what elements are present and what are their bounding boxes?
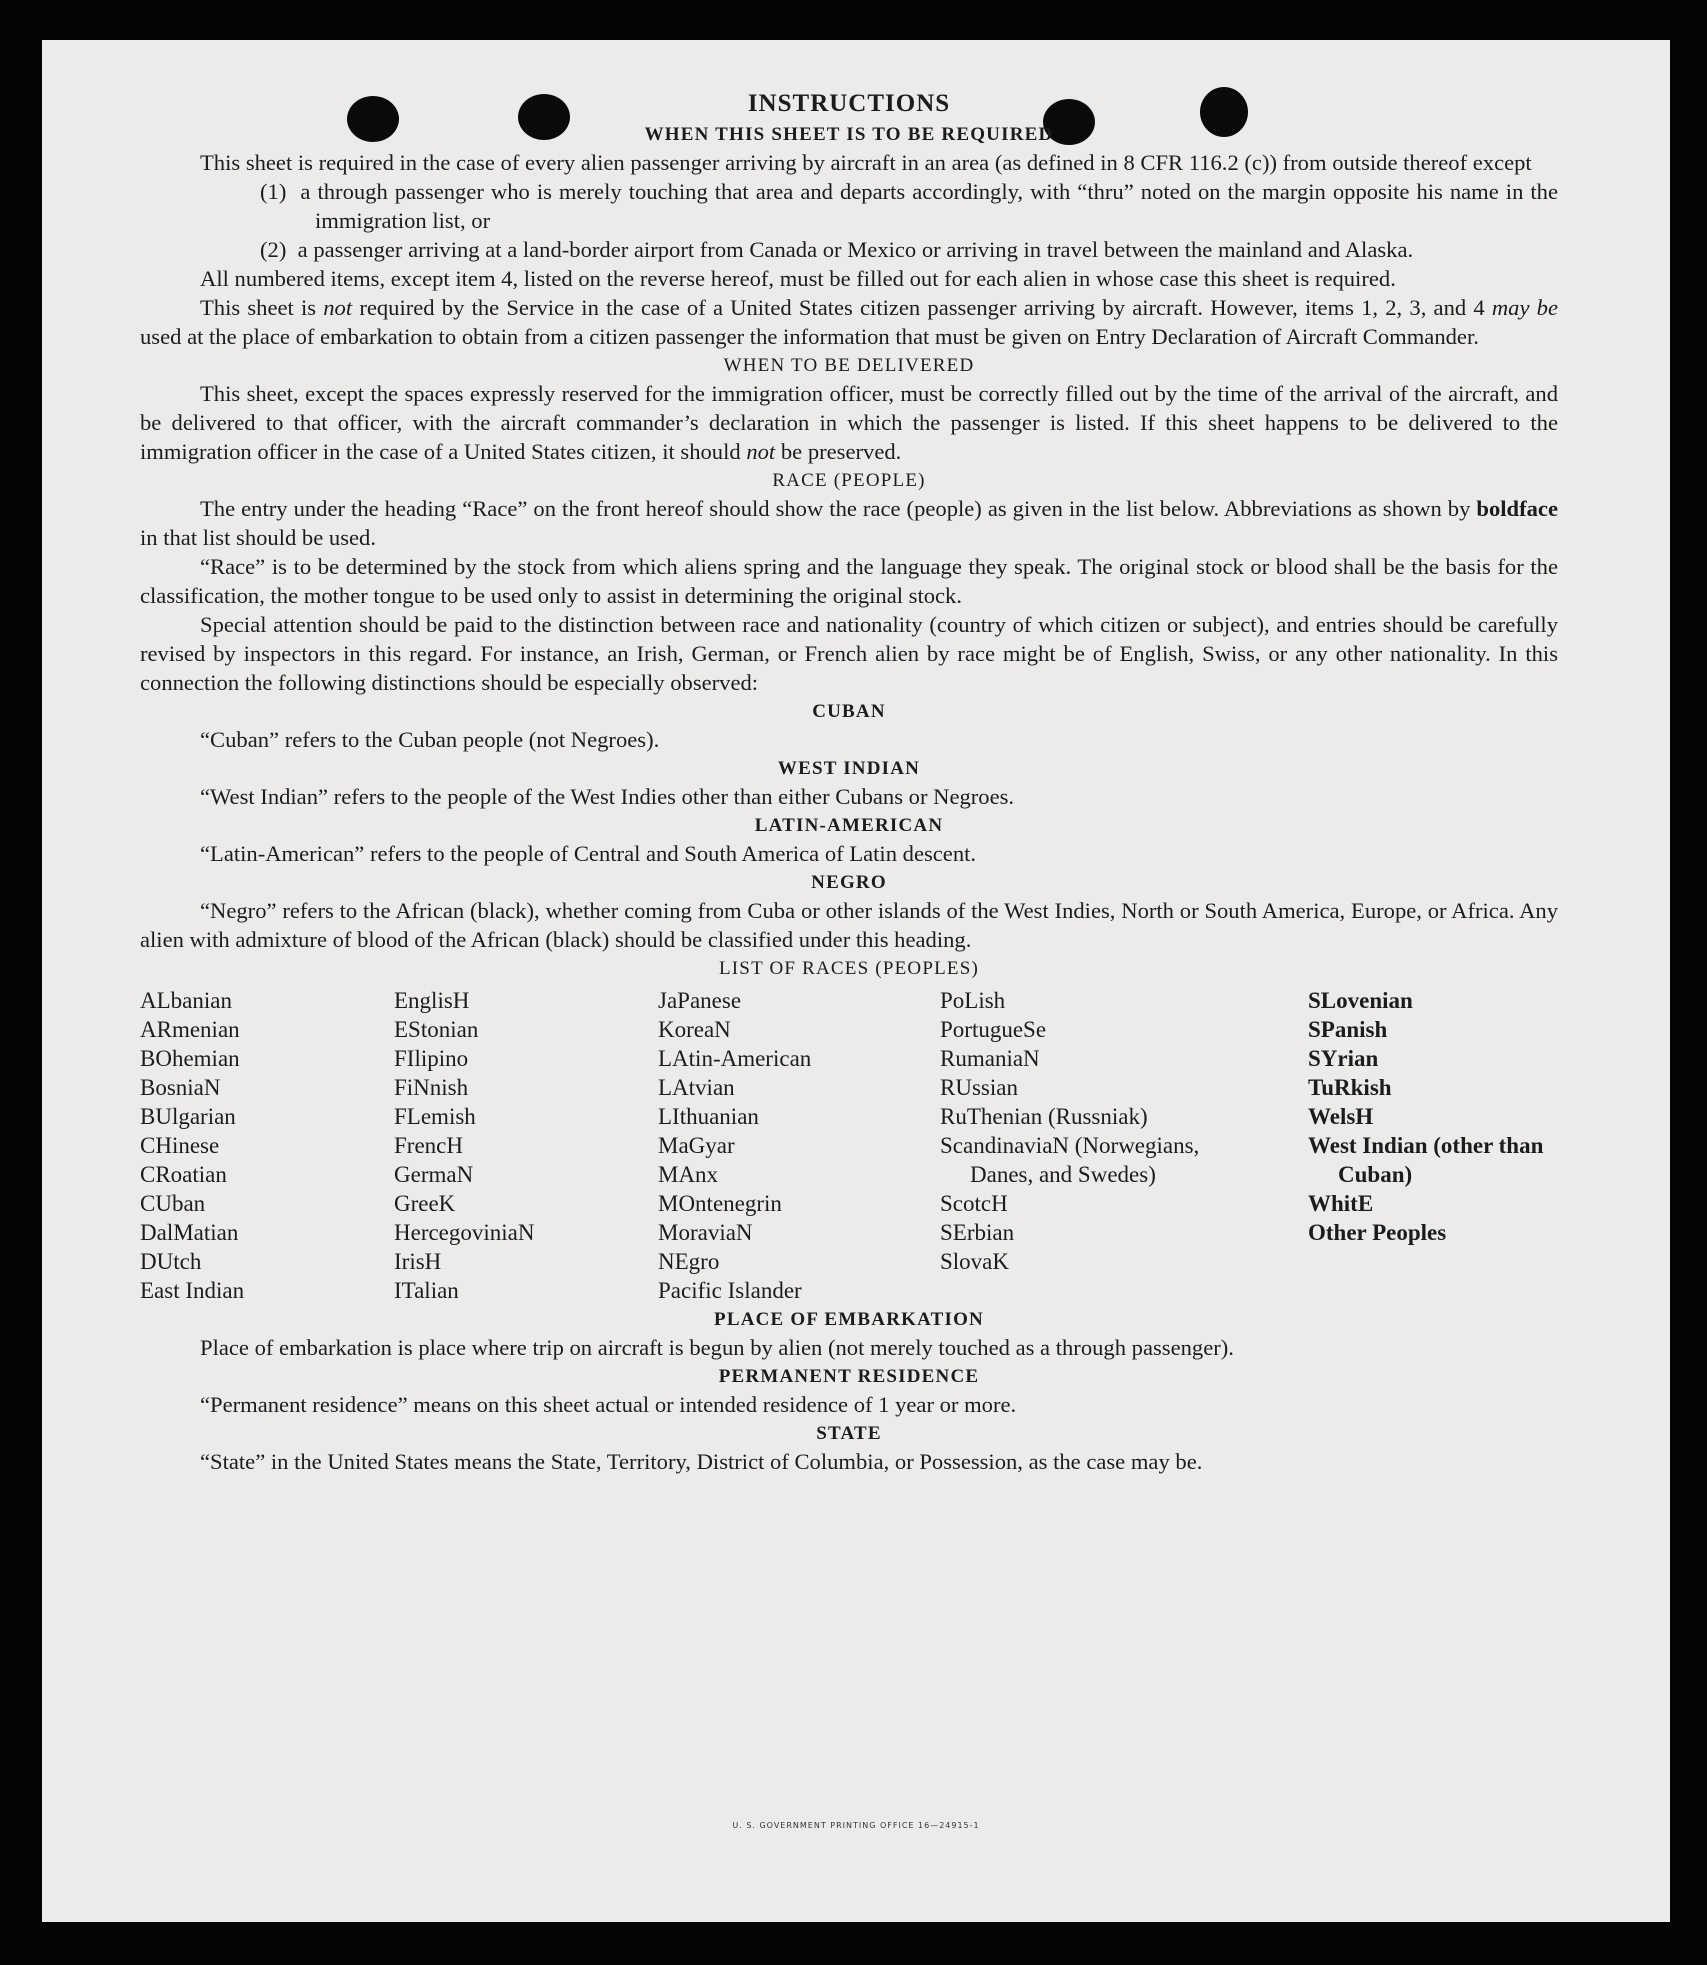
item-number: (1) — [260, 179, 287, 204]
race-item: FiNnish — [394, 1075, 469, 1100]
race-item: JaPanese — [658, 988, 742, 1013]
race-item: WhitE — [1308, 1191, 1374, 1216]
race-item: LIthuanian — [658, 1104, 759, 1129]
race-item: GermaN — [394, 1162, 474, 1187]
definition-latin-american: “Latin-American” refers to the people of Central and South America of Latin descent. — [200, 841, 977, 866]
race-item: Pacific Islander — [658, 1278, 802, 1303]
paragraph-required: This sheet is required in the case of every alien passenger arriving by aircraft in an area (as defined in 8 CFR 116.2 (c)) from outside thereof except — [200, 150, 1532, 175]
race-item: MOntenegrin — [658, 1191, 782, 1216]
race-item: SlovaK — [940, 1249, 1009, 1274]
race-item: ITalian — [394, 1278, 459, 1303]
text-run: required by the Service in the case of a United States citizen passenger arriving by aircraft. However, items 1, 2, 3, and 4 — [352, 295, 1492, 320]
heading-when-delivered: WHEN TO BE DELIVERED — [723, 355, 975, 376]
race-item: DUtch — [140, 1249, 202, 1274]
race-item: WelsH — [1308, 1104, 1374, 1129]
race-item: ARmenian — [140, 1017, 240, 1042]
paragraph-citizen — [140, 293, 1558, 351]
heading-when-required: WHEN THIS SHEET IS TO BE REQUIRED — [644, 124, 1054, 145]
text-run: This sheet is — [200, 295, 324, 320]
race-item: ScandinaviaN (Norwegians, Danes, and Swedes) — [940, 1133, 1200, 1187]
race-item: KoreaN — [658, 1017, 731, 1042]
definition-embarkation: Place of embarkation is place where trip on aircraft is begun by alien (not merely touched as a through passenger). — [200, 1335, 1234, 1360]
race-item: FLemish — [394, 1104, 476, 1129]
race-item: East Indian — [140, 1278, 245, 1303]
heading-cuban: CUBAN — [812, 701, 886, 722]
printer-imprint: U. S. GOVERNMENT PRINTING OFFICE 16—24915-1 — [732, 1821, 980, 1830]
race-item: GreeK — [394, 1191, 456, 1216]
instruction-sheet — [42, 40, 1670, 1922]
race-item: FIlipino — [394, 1046, 469, 1071]
race-item: BosniaN — [140, 1075, 221, 1100]
race-column-2 — [394, 986, 658, 1305]
definition-west-indian: “West Indian” refers to the people of the West Indies other than either Cubans or Negroes. — [200, 784, 1015, 809]
heading-west-indian: WEST INDIAN — [777, 758, 921, 779]
race-item: PoLish — [940, 988, 1006, 1013]
race-item: West Indian (other than Cuban) — [1308, 1133, 1544, 1187]
race-item: RumaniaN — [940, 1046, 1040, 1071]
race-column-1 — [140, 986, 394, 1305]
paragraph-race-determined: “Race” is to be determined by the stock from which aliens spring and the language they speak. The original stock or blood shall be the basis for the classification, the mother tongue to be used only to assist in determining the original stock. — [140, 554, 1558, 608]
paragraph-numbered-items: All numbered items, except item 4, listed on the reverse hereof, must be filled out for each alien in whose case this sheet is required. — [200, 266, 1396, 291]
race-item: CUban — [140, 1191, 206, 1216]
text-run: be preserved. — [775, 439, 902, 464]
race-item: RuThenian (Russniak) — [940, 1104, 1148, 1129]
race-item: RUssian — [940, 1075, 1018, 1100]
race-item: SLovenian — [1308, 988, 1413, 1013]
heading-state: STATE — [816, 1423, 882, 1444]
emphasis-not: not — [323, 295, 353, 320]
emphasis-may-be: may be — [1491, 295, 1559, 320]
text-run: used at the place of embarkation to obtain from a citizen passenger the information that must be given on Entry Declaration of Aircraft Commander. — [140, 324, 1479, 349]
race-item: LAtvian — [658, 1075, 735, 1100]
race-item: ALbanian — [140, 988, 232, 1013]
race-item: NEgro — [658, 1249, 720, 1274]
race-item: CHinese — [140, 1133, 220, 1158]
race-item: IrisH — [394, 1249, 442, 1274]
item-text: a through passenger who is merely touching that area and departs accordingly, with “thru” noted on the margin opposite his name in the immigration list, or — [300, 179, 1558, 233]
race-item: CRoatian — [140, 1162, 227, 1187]
exception-item-1 — [260, 177, 1558, 235]
definition-state: “State” in the United States means the State, Territory, District of Columbia, or Possession, as the case may be. — [200, 1449, 1203, 1474]
race-item: MaGyar — [658, 1133, 735, 1158]
race-item: EStonian — [394, 1017, 479, 1042]
race-item: BOhemian — [140, 1046, 240, 1071]
heading-race: RACE (PEOPLE) — [772, 470, 926, 491]
race-item: FrencH — [394, 1133, 463, 1158]
race-item: SErbian — [940, 1220, 1015, 1245]
emphasis-not: not — [746, 439, 776, 464]
heading-latin-american: LATIN-AMERICAN — [754, 815, 944, 836]
paragraph-distinction: Special attention should be paid to the distinction between race and nationality (country of which citizen or subject), and entries should be carefully revised by inspectors in this regard. For instance, an Irish, German, or French alien by race might be of English, Swiss, or any other nationality. In this connection the following distinctions should be especially observed: — [140, 612, 1558, 695]
definition-negro: “Negro” refers to the African (black), whether coming from Cuba or other islands of the West Indies, North or South America, Europe, or Africa. Any alien with admixture of blood of the African (black) should be classified under this heading. — [140, 898, 1558, 952]
heading-negro: NEGRO — [811, 872, 887, 893]
race-item: MAnx — [658, 1162, 719, 1187]
race-item: TuRkish — [1308, 1075, 1392, 1100]
text-run: This sheet, except the spaces expressly reserved for the immigration officer, must be correctly filled out by the time of the arrival of the aircraft, and be delivered to that officer, with the aircraft commander’s declaration in which the passenger is listed. If this sheet happens to be delivered to the immigration officer in the case of a United States citizen, it should — [140, 381, 1558, 464]
text-run: in that list should be used. — [140, 525, 376, 550]
paragraph-delivered — [140, 379, 1558, 466]
race-item: SPanish — [1308, 1017, 1388, 1042]
text-run: The entry under the heading “Race” on the front hereof should show the race (people) as given in the list below. Abbreviations as shown by — [200, 496, 1477, 521]
race-item: ScotcH — [940, 1191, 1008, 1216]
definition-cuban: “Cuban” refers to the Cuban people (not Negroes). — [200, 727, 660, 752]
emphasis-boldface: boldface — [1476, 496, 1558, 521]
race-item: MoraviaN — [658, 1220, 753, 1245]
paragraph-race-entry — [140, 494, 1558, 552]
race-column-5 — [1308, 986, 1558, 1305]
exception-item-2 — [260, 235, 1558, 264]
heading-embarkation: PLACE OF EMBARKATION — [714, 1309, 984, 1330]
instructions-body — [140, 88, 1558, 1476]
race-item: SYrian — [1308, 1046, 1379, 1071]
item-text: a passenger arriving at a land-border airport from Canada or Mexico or arriving in travel between the mainland and Alaska. — [297, 237, 1414, 262]
race-item: LAtin-American — [658, 1046, 812, 1071]
page-title: INSTRUCTIONS — [747, 90, 951, 117]
race-column-3 — [658, 986, 940, 1305]
race-item: HercegoviniaN — [394, 1220, 535, 1245]
race-item: BUlgarian — [140, 1104, 236, 1129]
race-item: DalMatian — [140, 1220, 239, 1245]
item-number: (2) — [260, 237, 287, 262]
race-item: Other Peoples — [1308, 1220, 1447, 1245]
definition-residence: “Permanent residence” means on this sheet actual or intended residence of 1 year or more. — [200, 1392, 1017, 1417]
race-item: PortugueSe — [940, 1017, 1047, 1042]
heading-residence: PERMANENT RESIDENCE — [718, 1366, 980, 1387]
race-column-4 — [940, 986, 1308, 1305]
race-list — [140, 986, 1558, 1305]
heading-list-of-races: LIST OF RACES (PEOPLES) — [718, 958, 980, 979]
race-item: EnglisH — [394, 988, 470, 1013]
